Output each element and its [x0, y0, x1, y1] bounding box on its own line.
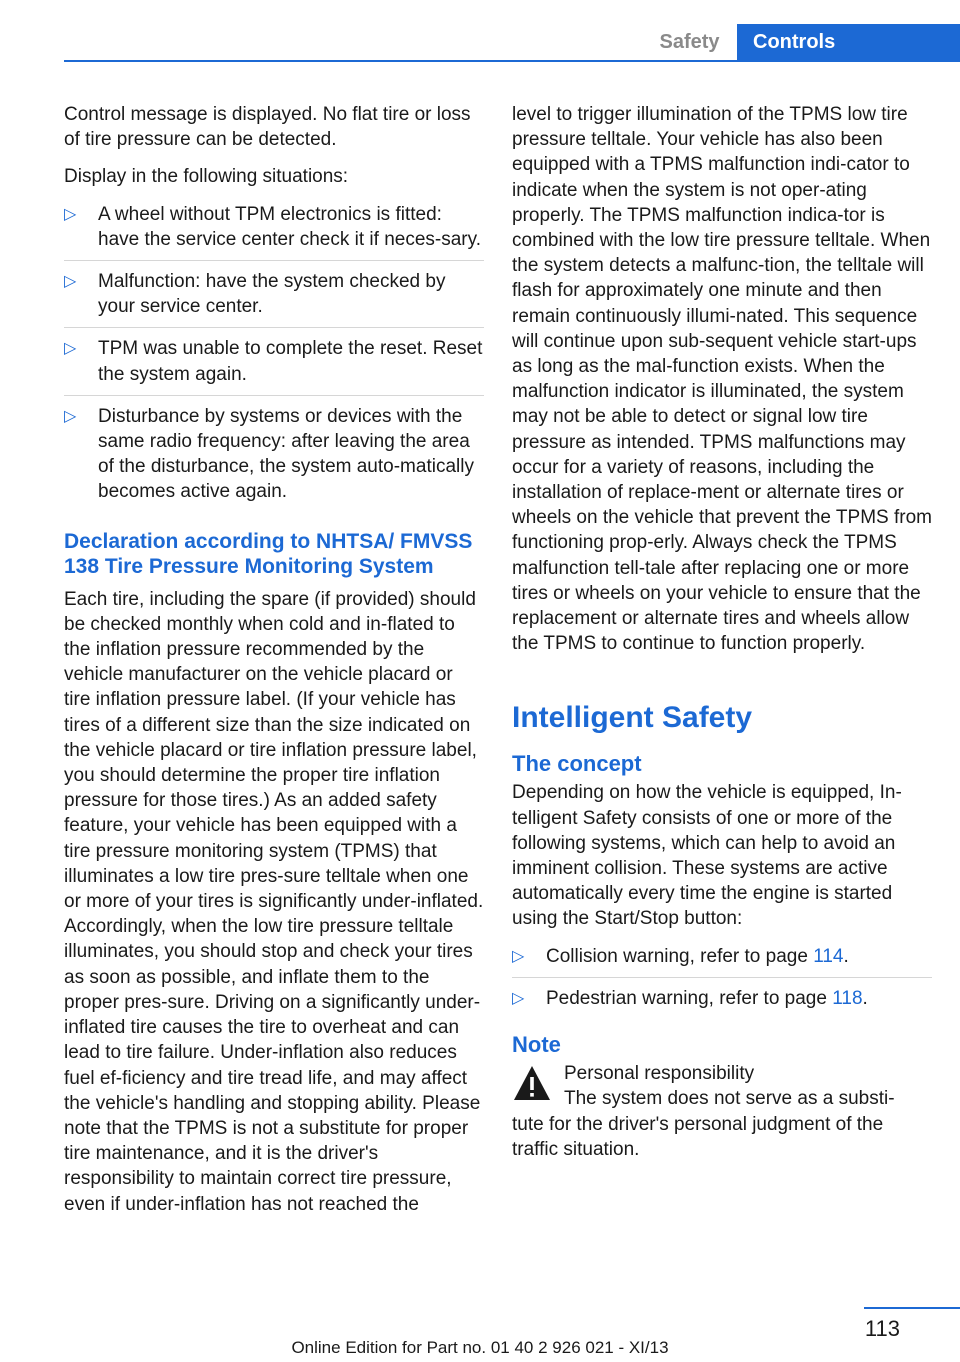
paragraph-tpms-declaration: Each tire, including the spare (if provided) should be checked monthly when cold and in‐flated to the inflation pressure recommended by the vehicle manufacturer on the vehicle placard or tire inflation pressure label. (If your vehicle has tires of a different size than the size indicated on the vehicle placard or tire inflation pressure label, you should determine the proper tire inflation pressure for those tires.) As an added safety feature, your vehicle has been equipped with a tire pressure monitoring system (TPMS) that illuminates a low tire pres‐sure telltale when one or more of your tires is significantly under-inflated. Accordingly, when the low tire pressure telltale illuminates, you should stop and check your tires as soon as possible, and inflate them to the proper pres‐sure. Driving on a significantly under-inflated tire causes the tire to overheat and can lead to tire failure. Under-inflation also reduces fuel ef‐ficiency and tire tread life, and may affect the vehicle's handling and stopping ability. Please note that the TPMS is not a substitute for proper tire maintenance, and it is the driver's responsibility to maintain correct tire pressure, even if under-inflation has not reached the: [64, 588, 484, 1215]
paragraph-tpms-continued: level to trigger illumination of the TPMS low tire pressure telltale. Your vehicle has also been equipped with a TPMS malfunction indi‐cator to indicate when the system is not oper‐ating properly. The TPMS malfunction indica‐tor is combined with the low tire pressure telltale. When the system detects a malfunc‐tion, the telltale will flash for approximately one minute and then remain continuously illumi‐nated. This sequence will continue upon sub‐sequent vehicle start-ups as long as the mal‐function exists. When the malfunction indicator is illuminated, the system may not be able to detect or signal low tire pressure as intended. TPMS malfunctions may occur for a variety of reasons, including the installation of replace‐ment or alternate tires or wheels on the vehicle that prevent the TPMS from functioning prop‐erly. Always check the TPMS malfunction tell‐tale after replacing one or more tires or wheels on your vehicle to ensure that the replacement or alternate tires and wheels allow the TPMS to continue to function properly.: [512, 104, 932, 655]
tab-controls[interactable]: Controls: [737, 24, 960, 61]
note-box: [512, 1061, 932, 1162]
list-item-text: TPM was unable to complete the reset. Reset the system again.: [98, 338, 483, 385]
list-item-end: .: [862, 987, 868, 1009]
footer-rule: [864, 1307, 960, 1309]
list-item: [64, 404, 484, 513]
list-item-end: .: [843, 945, 849, 967]
note-line: The system does not serve as a substi‐: [564, 1088, 895, 1110]
triangle-right-icon: ▷: [64, 273, 77, 291]
left-column: [64, 102, 484, 1229]
triangle-right-icon: ▷: [64, 407, 77, 425]
section-heading-concept: The concept: [512, 751, 642, 777]
list-item: [512, 944, 932, 978]
section-heading-nhtsa: Declaration according to NHTSA/ FMVSS 138 Tire Pressure Monitoring System: [64, 529, 473, 578]
tab-safety[interactable]: Safety: [659, 31, 720, 53]
note-title: Personal responsibility: [564, 1063, 755, 1085]
page-number: 113: [864, 1316, 900, 1341]
edition-footer: Online Edition for Part no. 01 40 2 926 021 - XI/13: [291, 1338, 669, 1357]
warning-triangle-icon: [512, 1063, 552, 1103]
triangle-right-icon: ▷: [64, 205, 77, 223]
header-rule: [64, 60, 960, 62]
paragraph-concept: Depending on how the vehicle is equipped, In‐telligent Safety consists of one or more of the following systems, which can help to avoid an imminent collision. These systems are active automatically every time the engine is started using the Start/Stop button:: [512, 782, 902, 930]
note-text: tute for the driver's personal judgment of the traffic situation.: [512, 1113, 884, 1160]
section-heading-note: Note: [512, 1032, 561, 1058]
situation-list: [64, 202, 484, 513]
list-item: [64, 202, 484, 261]
page-link-118[interactable]: 118: [832, 987, 863, 1009]
triangle-right-icon: ▷: [512, 947, 525, 965]
systems-list: [512, 944, 932, 1019]
list-item-text: Malfunction: have the system checked by your service center.: [98, 271, 446, 318]
list-item: [64, 269, 484, 328]
list-item: [512, 986, 932, 1019]
paragraph-display-situations: Display in the following situations:: [64, 166, 349, 188]
triangle-right-icon: ▷: [64, 340, 77, 358]
list-item-text: Collision warning, refer to page: [546, 945, 814, 967]
right-column: [512, 102, 932, 1162]
triangle-right-icon: ▷: [512, 989, 525, 1007]
page-link-114[interactable]: 114: [813, 945, 844, 967]
page-title-intelligent-safety: Intelligent Safety: [512, 701, 753, 735]
paragraph-control-message: Control message is displayed. No flat tire or loss of tire pressure can be detected.: [64, 104, 471, 151]
list-item-text: Disturbance by systems or devices with the same radio frequency: after leaving the area of the disturbance, the system auto‐matically becomes active again.: [98, 405, 474, 503]
list-item: [64, 336, 484, 395]
list-item-text: Pedestrian warning, refer to page: [546, 987, 833, 1009]
list-item-text: A wheel without TPM electronics is fitted: have the service center check it if neces‐sary.: [98, 203, 481, 250]
